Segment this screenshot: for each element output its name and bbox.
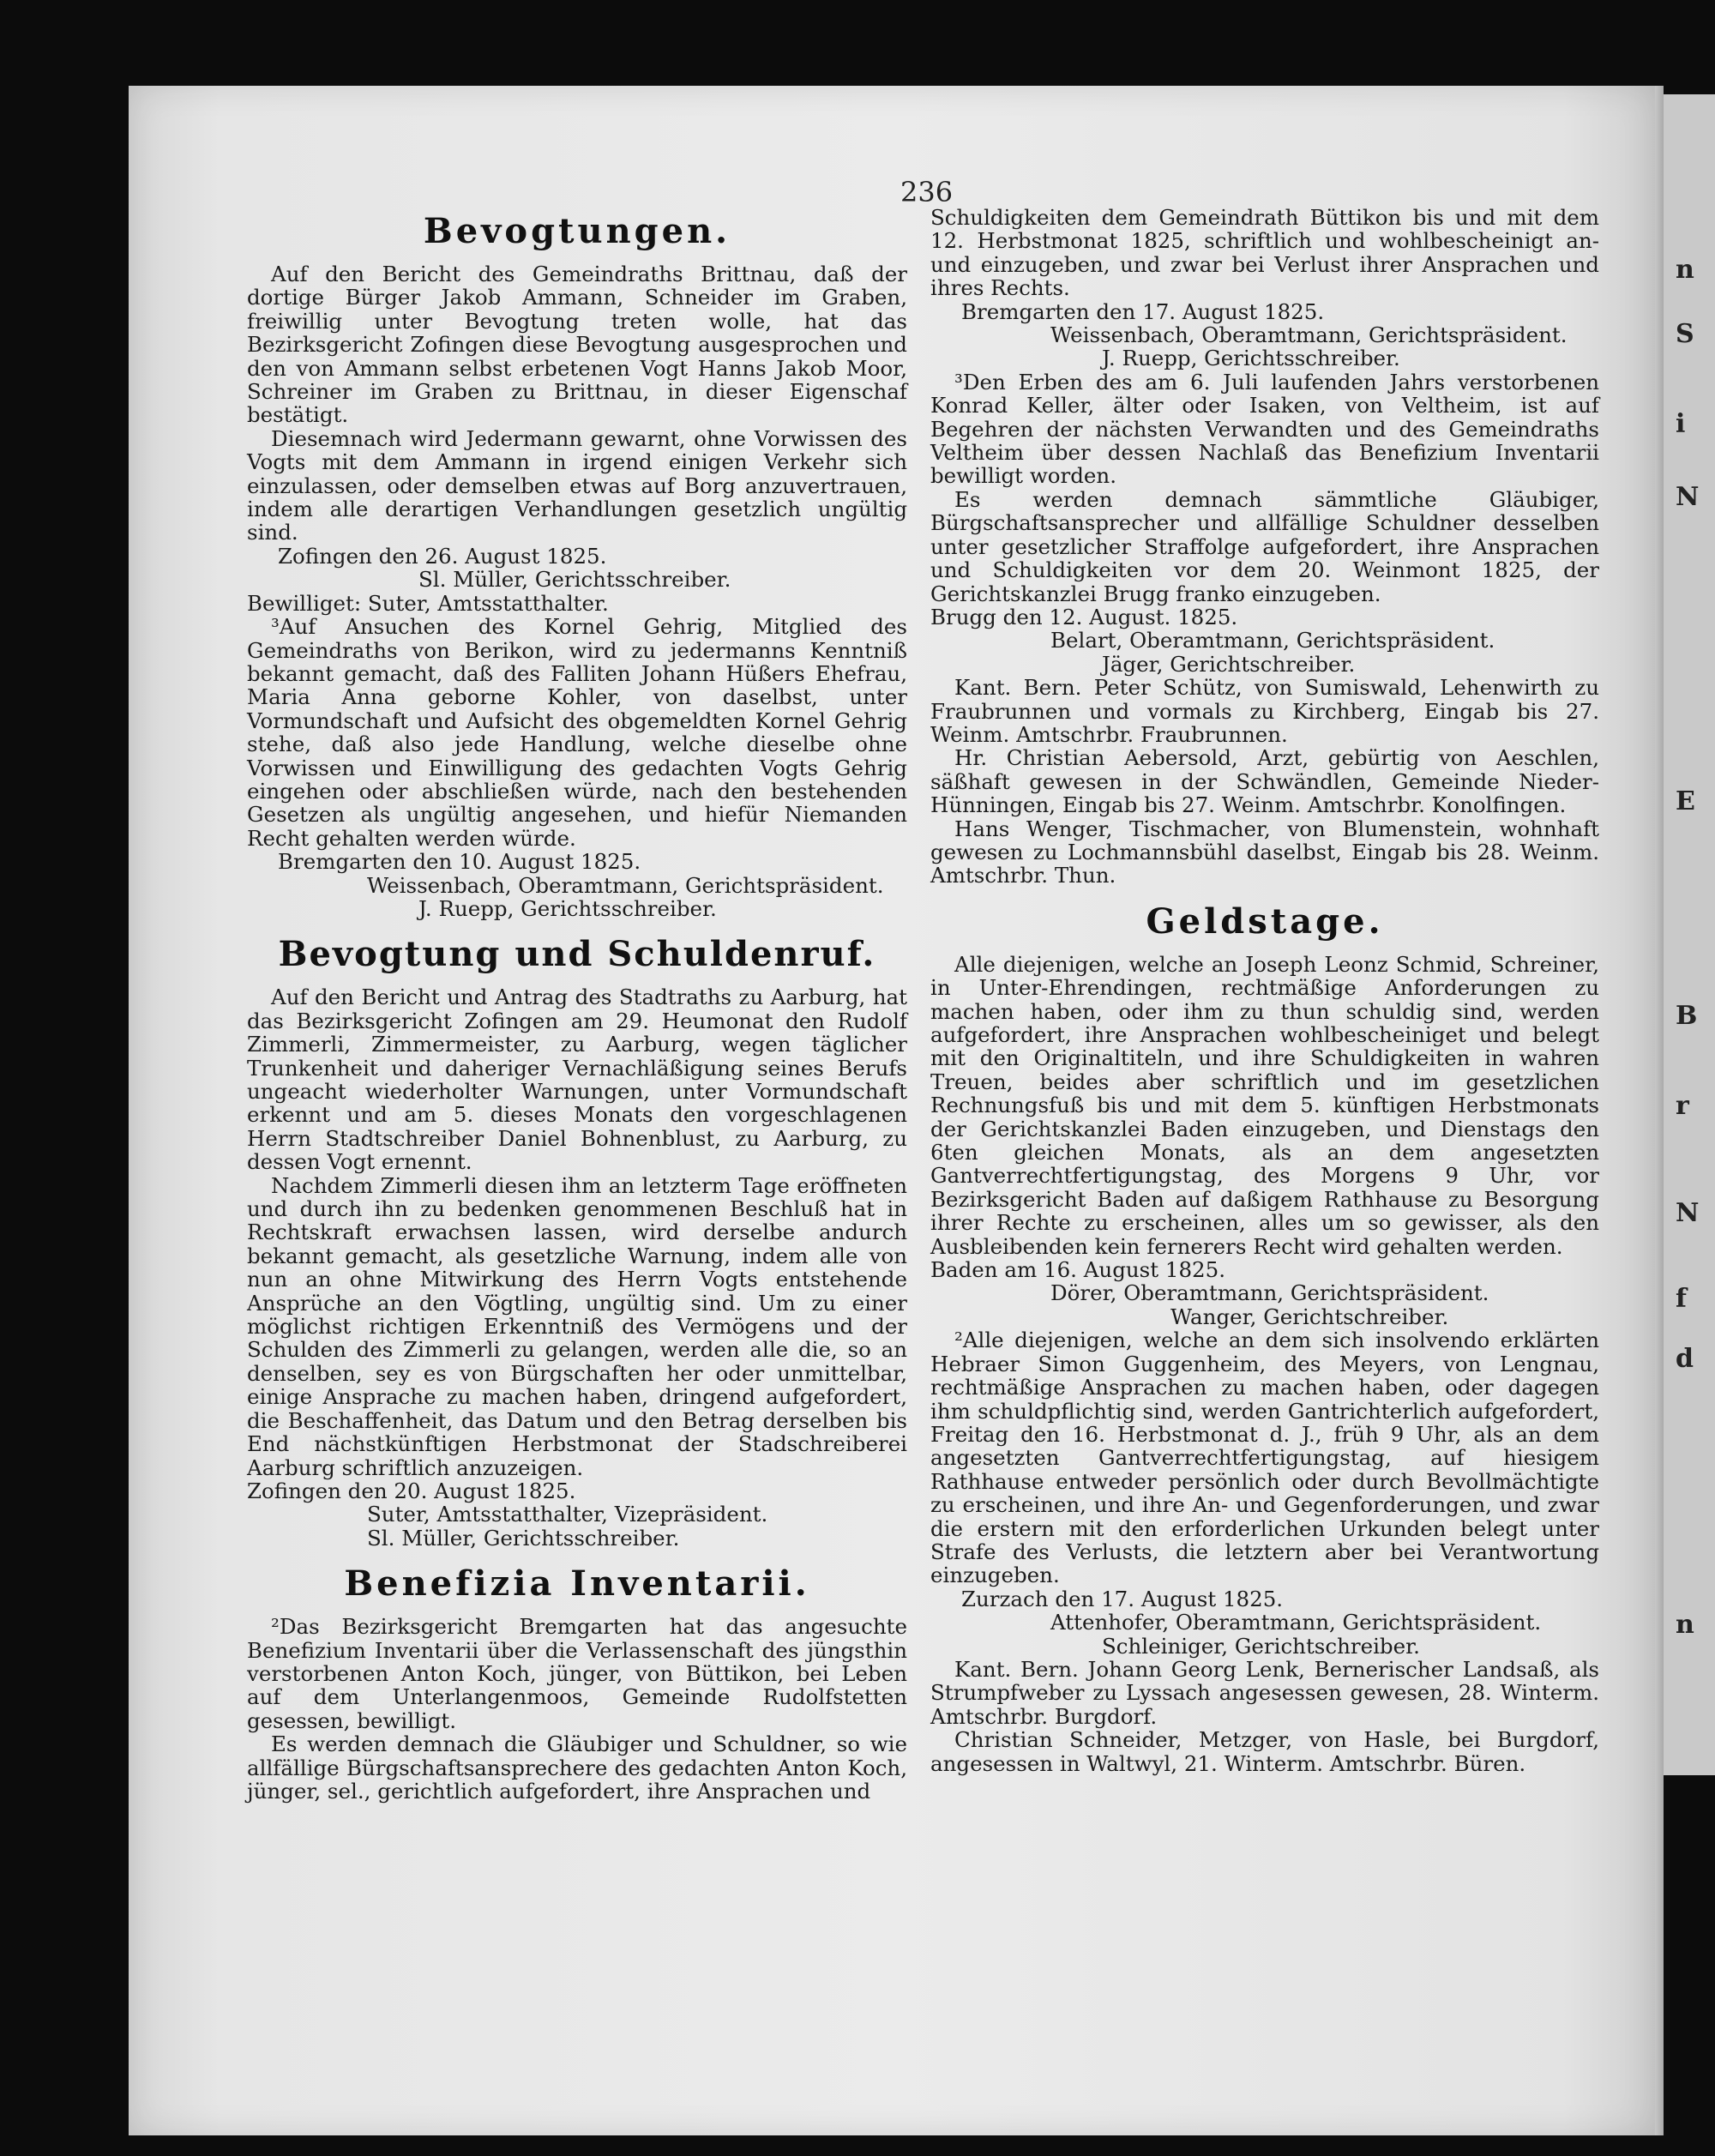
notice-signature: J. Ruepp, Gerichtsschreiber. <box>1102 346 1400 371</box>
notice-date: Brugg den 12. August. 1825. <box>930 604 1238 629</box>
section-heading-bevogtungen: Bevogtungen. <box>423 211 731 251</box>
notice-signature: Sl. Müller, Gerichtsschreiber. <box>367 1525 680 1551</box>
notice-signature: Attenhofer, Oberamtmann, Gerichtspräsident. <box>1050 1610 1542 1635</box>
side-fragment: N <box>1676 1198 1700 1228</box>
notice-paragraph: Alle diejenigen, welche an Joseph Leonz Schmid, Schreiner, in Unter-Ehrendingen, rechtmäßige Anforderungen zu machen haben, oder ihm zu thun schuldig sind, werden aufgefordert, ihre Ansprachen wohlbescheiniget und belegt mit den Originaltiteln, und ihre Schuldigkeiten in wahren Treuen, beides aber schriftlich und im gesetzlichen Rechnungsfuß bis und mit dem 5. künftigen Herbstmonats der Gerichtskanzlei Baden einzugeben, und Dienstags den 6ten gleichen Monats, als an dem angesetzten Gantverrechtfertigungstag, des Morgens 9 Uhr, vor Bezirksgericht Baden auf daßigem Rathhause zu Besorgung ihrer Rechte zu erscheinen, alles um so gewisser, als den Ausbleibenden kein fernerers Recht wird gehalten werden. <box>930 951 1599 1259</box>
notice-paragraph: Hr. Christian Aebersold, Arzt, gebürtig von Aeschlen, säßhaft gewesen in der Schwändlen, Gemeinde Nieder-Hünningen, Eingab bis 27. Weinm. Amtschrbr. Konolfingen. <box>930 745 1599 818</box>
notice-signature: Weissenbach, Oberamtmann, Gerichtspräsident. <box>1050 322 1568 348</box>
notice-paragraph: ³Auf Ansuchen des Kornel Gehrig, Mitglied des Gemeindraths von Berikon, wird zu jedermanns Kenntniß bekannt gemacht, daß des Falliten Johann Hüßers Ehefrau, Maria Anna geborne Kohler, von daselbst, unter Vormundschaft und Aufsicht des obgemeldten Kornel Gehrig stehe, daß also jede Handlung, welche dieselbe ohne Vorwissen und Einwilligung des gedachten Vogts Gehrig eingehen oder abschließen würde, nach den bestehenden Gesetzen als ungültig angesehen, und hiefür Niemanden Recht gehalten werden würde. <box>247 614 907 851</box>
notice-signature: Sl. Müller, Gerichtsschreiber. <box>418 567 731 593</box>
notice-date: Bremgarten den 17. August 1825. <box>961 298 1325 324</box>
left-column <box>247 206 907 1803</box>
notice-date: Zofingen den 20. August 1825. <box>247 1478 576 1503</box>
notice-signature: Wanger, Gerichtschreiber. <box>1170 1304 1449 1329</box>
side-fragment: S <box>1676 319 1694 349</box>
notice-paragraph: ²Das Bezirksgericht Bremgarten hat das angesuchte Benefizium Inventarii über die Verlassenschaft des jüngsthin verstorbenen Anton Koch, jünger, von Büttikon, bei Leben auf dem Unterlangenmoos, Gemeinde Rudolfstetten gesessen, bewilligt. <box>247 1614 907 1733</box>
notice-paragraph: ³Den Erben des am 6. Juli laufenden Jahrs verstorbenen Konrad Keller, älter oder Isaken, von Veltheim, ist auf Begehren der nächsten Verwandten und des Gemeindraths Veltheim über dessen Nachlaß das Benefizium Inventarii bewilligt worden. <box>930 369 1599 489</box>
notice-signature: Jäger, Gerichtschreiber. <box>1102 651 1356 677</box>
side-fragment: B <box>1676 1001 1698 1031</box>
notice-paragraph: Christian Schneider, Metzger, von Hasle, bei Burgdorf, angesessen in Waltwyl, 21. Winterm. Amtschrbr. Büren. <box>930 1727 1599 1776</box>
notice-paragraph: Auf den Bericht und Antrag des Stadtraths zu Aarburg, hat das Bezirksgericht Zofingen am 29. Heumonat den Rudolf Zimmerli, Zimmermeister, zu Aarburg, wegen täglicher Trunkenheit und daheriger Vernachläßigung seines Berufs ungeacht wiederholter Warnungen, unter Vormundschaft erkennt und am 5. dieses Monats den vorgeschlagenen Herrn Stadtschreiber Daniel Bohnenblust, zu Aarburg, zu dessen Vogt ernennt. <box>247 985 907 1175</box>
notice-paragraph: Es werden demnach die Gläubiger und Schuldner, so wie allfällige Bürgschaftsansprechere des gedachten Anton Koch, jünger, sel., gerichtlich aufgefordert, ihre Ansprachen und <box>247 1731 907 1804</box>
notice-date: Baden am 16. August 1825. <box>930 1257 1226 1283</box>
notice-paragraph: Hans Wenger, Tischmacher, von Blumenstein, wohnhaft gewesen zu Lochmannsbühl daselbst, Eingab bis 28. Weinm. Amtschrbr. Thun. <box>930 816 1599 888</box>
notice-paragraph: Diesemnach wird Jedermann gewarnt, ohne Vorwissen des Vogts mit dem Ammann in irgend einigen Verkehr sich einzulassen, oder demselben etwas auf Borg anzuvertrauen, indem alle derartigen Verhandlungen gesetzlich ungültig sind. <box>247 425 907 545</box>
notice-signature: J. Ruepp, Gerichtsschreiber. <box>418 895 717 921</box>
side-fragment: r <box>1676 1091 1689 1121</box>
notice-signature: Schleiniger, Gerichtschreiber. <box>1102 1633 1420 1659</box>
side-fragment: d <box>1676 1344 1694 1374</box>
side-fragment: n <box>1676 255 1694 285</box>
right-column <box>930 206 1599 1775</box>
side-fragment: i <box>1676 409 1686 439</box>
notice-paragraph: ²Alle diejenigen, welche an dem sich insolvendo erklärten Hebraer Simon Guggenheim, des Meyers, von Lengnau, rechtmäßige Ansprachen zu machen haben, oder dagegen ihm schuldpflichtig sind, werden Gantrichterlich aufgefordert, Freitag den 16. Herbstmonat d. J., früh 9 Uhr, als an dem angesetzten Gantverrechtfertigungstag, auf hiesigem Rathhause entweder persönlich oder durch Bevollmächtigte zu erscheinen, und ihre An- und Gegenforderungen, und zwar die erstern mit den erforderlichen Urkunden belegt unter Strafe des Verlusts, die letztern aber bei Verantwortung einzugeben. <box>930 1328 1599 1588</box>
notice-paragraph: Es werden demnach sämmtliche Gläubiger, Bürgschaftsansprecher und allfällige Schuldner desselben unter gesetzlicher Straffolge aufgefordert, ihre Ansprachen und Schuldigkeiten vor dem 20. Weinmont 1825, der Gerichtskanzlei Brugg franko einzugeben. <box>930 486 1599 606</box>
section-heading-geldstage: Geldstage. <box>1146 900 1384 942</box>
adjacent-page-edge <box>1664 94 1715 1775</box>
notice-date: Bremgarten den 10. August 1825. <box>278 849 641 875</box>
notice-signature: Dörer, Oberamtmann, Gerichtspräsident. <box>1050 1280 1489 1306</box>
notice-signature: Weissenbach, Oberamtmann, Gerichtspräsident. <box>367 872 884 898</box>
notice-date: Zofingen den 26. August 1825. <box>278 543 607 569</box>
notice-paragraph: Kant. Bern. Peter Schütz, von Sumiswald, Lehenwirth zu Fraubrunnen und vormals zu Kirchberg, Eingab bis 27. Weinm. Amtschrbr. Fraubrunnen. <box>930 675 1599 747</box>
notice-date: Zurzach den 17. August 1825. <box>961 1586 1284 1611</box>
side-fragment: N <box>1676 482 1700 512</box>
section-heading-bevogtung-schuldenruf: Bevogtung und Schuldenruf. <box>278 934 876 975</box>
notice-paragraph: Nachdem Zimmerli diesen ihm an letzterm Tage eröffneten und durch ihn zu bedenken genommenen Beschluß hat in Rechtskraft erwachsen lassen, wird derselbe andurch bekannt gemacht, als gesetzliche Warnung, indem alle von nun an ohne Mitwirkung des Herrn Vogts entstehende Ansprüche an den Vögtling, ungültig sind. Um zu einer möglichst richtigen Erkenntniß des Vermögens und der Schulden des Zimmerli zu gelangen, werden alle die, so an denselben, sey es von Bürgschaften her oder unmittelbar, einige Ansprache zu machen haben, dringend aufgefordert, die Beschaffenheit, das Datum und den Betrag derselben bis End nächstkünftigen Herbstmonat der Stadschreiberei Aarburg schriftlich anzuzeigen. <box>247 1172 907 1480</box>
notice-signature: Belart, Oberamtmann, Gerichtspräsident. <box>1050 628 1495 653</box>
notice-paragraph: Schuldigkeiten dem Gemeindrath Büttikon bis und mit dem 12. Herbstmonat 1825, schriftlich und wohlbescheinigt an- und einzugeben, und zwar bei Verlust ihrer Ansprachen und ihres Rechts. <box>930 205 1599 301</box>
side-fragment: n <box>1676 1610 1694 1640</box>
side-fragment: f <box>1676 1284 1687 1314</box>
side-fragment: E <box>1676 786 1695 816</box>
notice-signature: Suter, Amtsstatthalter, Vizepräsident. <box>367 1502 768 1527</box>
section-heading-benefizia-inventarii: Benefizia Inventarii. <box>344 1563 810 1605</box>
page-number: 236 <box>900 176 954 208</box>
notice-paragraph: Auf den Bericht des Gemeindraths Brittnau, daß der dortige Bürger Jakob Ammann, Schneider im Graben, freiwillig unter Bevogtung treten wolle, hat das Bezirksgericht Zofingen diese Bevogtung ausgesprochen und den von Ammann selbst erbetenen Vogt Hanns Jakob Moor, Schreiner im Graben zu Brittnau, in dieser Eigenschaf bestätigt. <box>247 262 907 428</box>
notice-paragraph: Kant. Bern. Johann Georg Lenk, Bernerischer Landsaß, als Strumpfweber zu Lyssach angesessen gewesen, 28. Winterm. Amtschrbr. Burgdorf. <box>930 1656 1599 1729</box>
notice-approval: Bewilliget: Suter, Amtsstatthalter. <box>247 590 609 616</box>
